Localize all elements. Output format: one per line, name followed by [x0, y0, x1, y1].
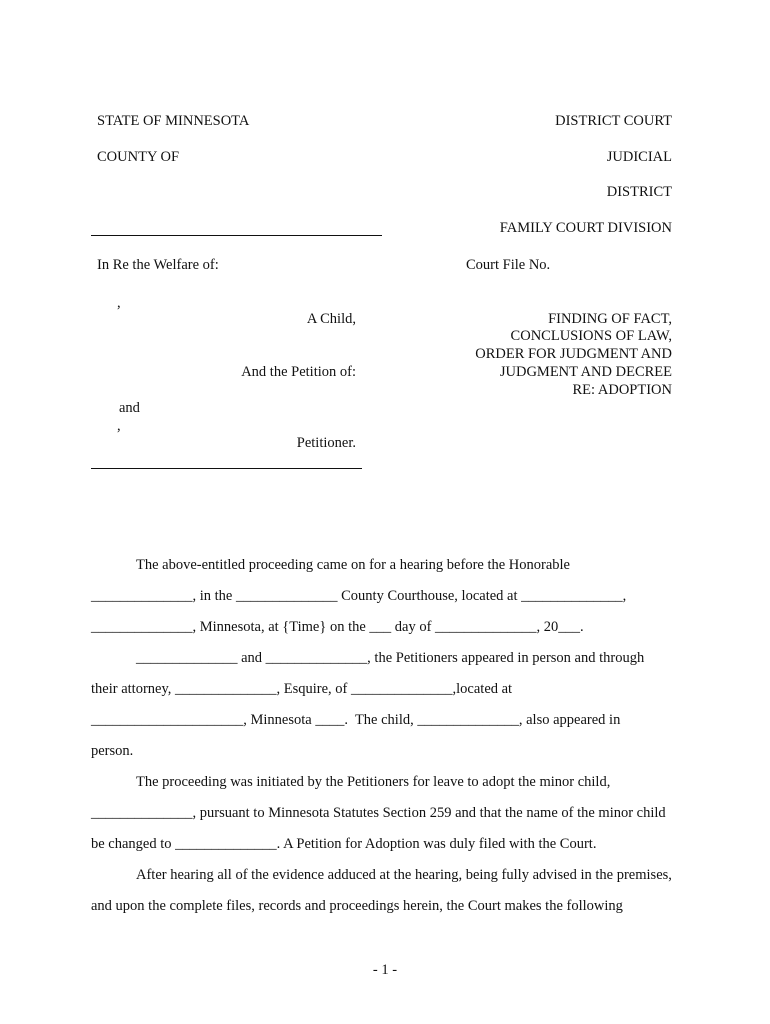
page-number: - 1 - — [372, 962, 398, 978]
body-line-4: ______________ and ______________, the Petitioners appeared in person and through — [136, 650, 645, 666]
in-re-label: In Re the Welfare of: — [97, 257, 219, 273]
caption-top-rule — [91, 235, 382, 236]
court-label: DISTRICT COURT — [555, 113, 672, 129]
state-label: STATE OF MINNESOTA — [97, 113, 250, 129]
body-line-11: After hearing all of the evidence adduced at the hearing, being fully advised in the premises, — [136, 867, 672, 883]
petition-of-label: And the Petition of: — [241, 364, 356, 380]
petitioner-label: Petitioner. — [296, 435, 356, 451]
body-line-10: be changed to ______________. A Petition for Adoption was duly filed with the Court. — [91, 836, 597, 852]
caption-comma-2: , — [117, 418, 121, 434]
body-line-7: person. — [91, 743, 134, 759]
county-label: COUNTY OF — [97, 149, 180, 165]
division-label: FAMILY COURT DIVISION — [499, 220, 672, 236]
body-line-5: their attorney, ______________, Esquire, of ______________,located at — [91, 681, 513, 697]
document-title-line-2: CONCLUSIONS OF LAW, — [510, 328, 672, 344]
body-line-12: and upon the complete files, records and proceedings herein, the Court makes the following — [91, 898, 623, 914]
district-label: DISTRICT — [606, 184, 672, 200]
judicial-label: JUDICIAL — [606, 149, 672, 165]
body-line-9: ______________, pursuant to Minnesota Statutes Section 259 and that the name of the minor child — [91, 805, 666, 821]
document-title-line-4: JUDGMENT AND DECREE — [499, 364, 672, 380]
and-label: and — [119, 400, 140, 416]
body-line-6: _____________________, Minnesota ____. The child, ______________, also appeared in — [91, 712, 621, 728]
body-line-1: The above-entitled proceeding came on for a hearing before the Honorable — [136, 557, 570, 573]
document-title-line-3: ORDER FOR JUDGMENT AND — [475, 346, 672, 362]
body-line-8: The proceeding was initiated by the Petitioners for leave to adopt the minor child, — [136, 774, 611, 790]
court-file-label: Court File No. — [466, 257, 551, 273]
body-line-2: ______________, in the ______________ County Courthouse, located at ______________, — [91, 588, 627, 604]
document-title-line-5: RE: ADOPTION — [572, 382, 672, 398]
caption-bottom-rule — [91, 468, 362, 469]
body-line-3: ______________, Minnesota, at {Time} on the ___ day of ______________, 20___. — [91, 619, 584, 635]
document-title-line-1: FINDING OF FACT, — [548, 311, 672, 327]
a-child-label: A Child, — [306, 311, 356, 327]
caption-comma-1: , — [117, 295, 121, 311]
